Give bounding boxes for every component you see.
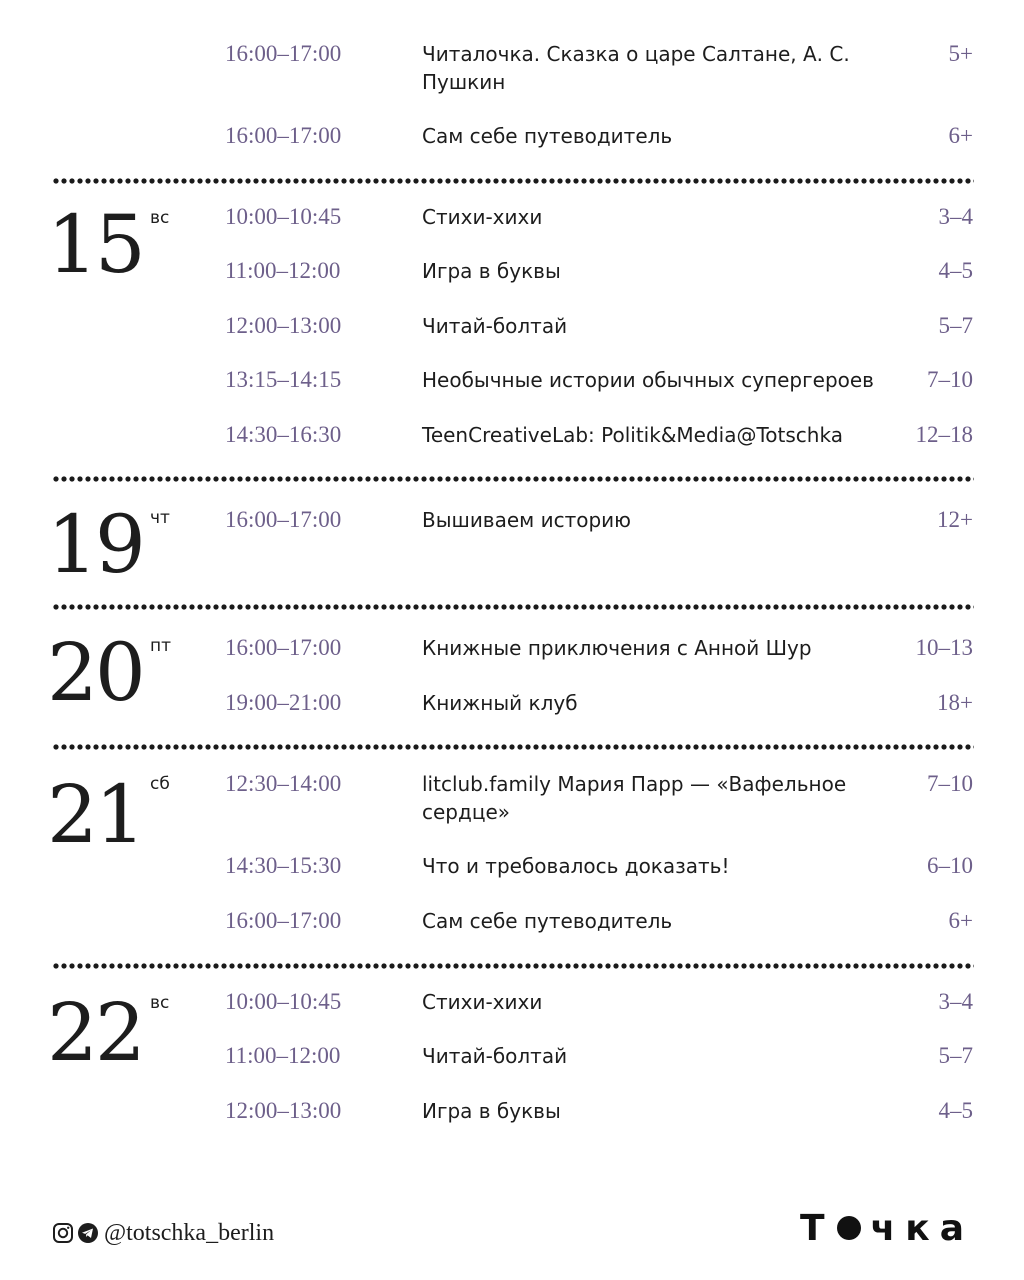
event-title: Стихи-хихи — [422, 205, 543, 229]
event-row[interactable] — [0, 988, 1024, 1028]
day-number: 20 — [47, 626, 143, 719]
event-title: Читай-болтай — [422, 314, 568, 338]
dotted-separator — [52, 744, 974, 750]
telegram-icon[interactable] — [77, 1222, 99, 1244]
weekday-label: пт — [150, 636, 172, 656]
event-age: 6–10 — [927, 853, 973, 878]
event-title: Что и требовалось доказать! — [422, 854, 730, 878]
event-time: 16:00–17:00 — [225, 41, 342, 66]
event-row[interactable] — [0, 852, 1024, 892]
event-age: 5+ — [948, 41, 973, 66]
logo-dot-icon — [837, 1216, 861, 1240]
event-row[interactable] — [0, 257, 1024, 297]
event-row[interactable] — [0, 634, 1024, 674]
event-time: 16:00–17:00 — [225, 123, 342, 148]
event-time: 12:30–14:00 — [225, 771, 342, 796]
event-title: Игра в буквы — [422, 1099, 561, 1123]
logo-text-start: Т — [799, 1207, 835, 1249]
event-title: litclub.family Мария Парр — «Вафельное сердце» — [422, 772, 847, 824]
event-age: 3–4 — [938, 204, 973, 229]
event-age: 12–18 — [915, 422, 973, 447]
event-row[interactable] — [0, 40, 1024, 94]
logo-text-end: чка — [870, 1207, 974, 1249]
dotted-separator — [52, 963, 974, 969]
event-row[interactable] — [0, 203, 1024, 243]
dotted-separator — [52, 604, 974, 610]
event-time: 13:15–14:15 — [225, 367, 342, 392]
event-title: Сам себе путеводитель — [422, 909, 673, 933]
event-title: Стихи-хихи — [422, 990, 543, 1014]
event-age: 5–7 — [938, 313, 973, 338]
event-time: 16:00–17:00 — [225, 635, 342, 660]
brand-logo — [800, 1206, 974, 1250]
event-age: 18+ — [937, 690, 973, 715]
event-time: 12:00–13:00 — [225, 313, 342, 338]
event-time: 10:00–10:45 — [225, 204, 342, 229]
day-number: 19 — [47, 498, 143, 591]
event-time: 12:00–13:00 — [225, 1098, 342, 1123]
event-age: 3–4 — [938, 989, 973, 1014]
event-age: 6+ — [948, 123, 973, 148]
social-handle[interactable]: @totschka_berlin — [104, 1220, 275, 1246]
event-title: Вышиваем историю — [422, 508, 632, 532]
event-title: Сам себе путеводитель — [422, 124, 673, 148]
event-time: 14:30–15:30 — [225, 853, 342, 878]
event-title: TeenCreativeLab: Politik&Media@Totschka — [422, 423, 843, 447]
social-footer — [52, 1218, 274, 1248]
event-row[interactable] — [0, 122, 1024, 162]
event-row[interactable] — [0, 312, 1024, 352]
event-title: Необычные истории обычных супергероев — [422, 368, 874, 392]
event-age: 6+ — [948, 908, 973, 933]
event-time: 14:30–16:30 — [225, 422, 342, 447]
event-row[interactable] — [0, 366, 1024, 406]
day-number: 22 — [47, 986, 143, 1079]
event-row[interactable] — [0, 907, 1024, 947]
event-age: 7–10 — [927, 367, 973, 392]
event-time: 11:00–12:00 — [225, 1043, 341, 1068]
event-time: 16:00–17:00 — [225, 908, 342, 933]
event-title: Читалочка. Сказка о царе Салтане, А. С. Пушкин — [422, 42, 850, 94]
event-time: 16:00–17:00 — [225, 507, 342, 532]
weekday-label: сб — [150, 774, 170, 794]
event-time: 11:00–12:00 — [225, 258, 341, 283]
event-title: Читай-болтай — [422, 1044, 568, 1068]
weekday-label: вс — [150, 208, 170, 228]
event-age: 10–13 — [915, 635, 973, 660]
event-row[interactable] — [0, 1042, 1024, 1082]
day-number: 15 — [47, 198, 143, 291]
event-age: 4–5 — [938, 258, 973, 283]
event-time: 19:00–21:00 — [225, 690, 342, 715]
event-age: 5–7 — [938, 1043, 973, 1068]
event-row[interactable] — [0, 506, 1024, 546]
instagram-icon[interactable] — [52, 1222, 74, 1244]
dotted-separator — [52, 476, 974, 482]
event-title: Книжные приключения с Анной Шур — [422, 636, 812, 660]
weekday-label: чт — [150, 508, 170, 528]
event-title: Книжный клуб — [422, 691, 578, 715]
event-time: 10:00–10:45 — [225, 989, 342, 1014]
event-row[interactable] — [0, 1097, 1024, 1137]
event-age: 12+ — [937, 507, 973, 532]
dotted-separator — [52, 178, 974, 184]
event-row[interactable] — [0, 421, 1024, 461]
event-age: 7–10 — [927, 771, 973, 796]
event-title: Игра в буквы — [422, 259, 561, 283]
day-number: 21 — [47, 768, 143, 861]
weekday-label: вс — [150, 993, 170, 1013]
event-age: 4–5 — [938, 1098, 973, 1123]
event-row[interactable] — [0, 689, 1024, 729]
